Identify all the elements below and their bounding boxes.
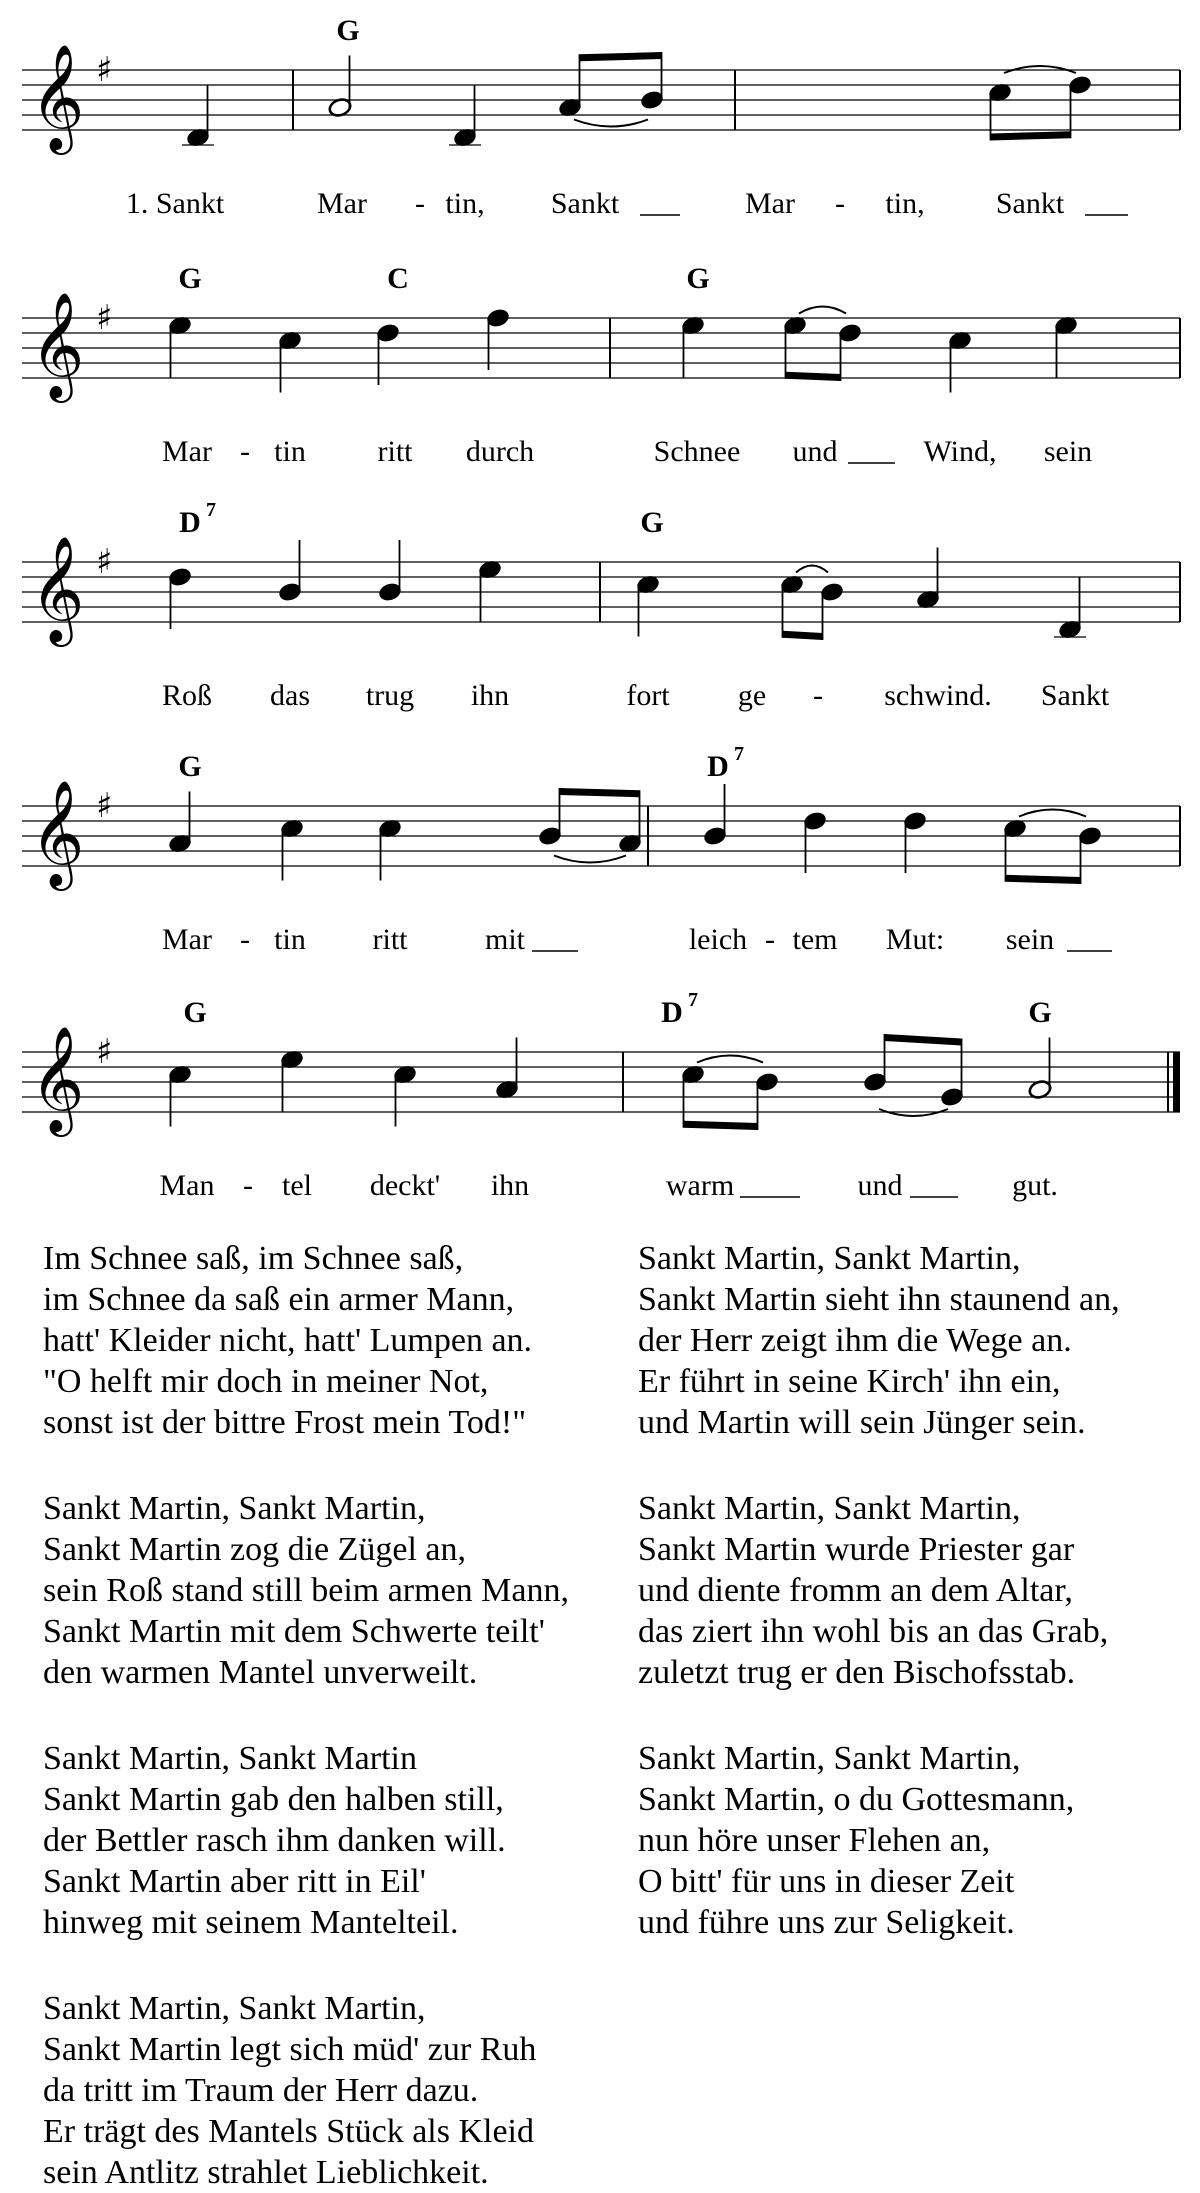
verse-line: O bitt' für uns in dieser Zeit <box>638 1863 1015 1900</box>
verse-line: Er führt in seine Kirch' ihn ein, <box>638 1363 1061 1400</box>
lyric-syllable: tel <box>282 1169 312 1202</box>
lyric-syllable: und <box>857 1169 903 1202</box>
lyric-syllable: - <box>835 187 845 220</box>
sharp-icon: ♯ <box>96 786 113 826</box>
lyric-syllable: - <box>415 187 425 220</box>
lyric-syllable: ge <box>737 679 767 712</box>
verse-line: Sankt Martin aber ritt in Eil' <box>43 1863 426 1900</box>
verse-line: "O helft mir doch in meiner Not, <box>43 1363 489 1400</box>
lyric-syllable: Mar <box>745 187 795 220</box>
tie-slur <box>574 120 648 127</box>
verse-line: Sankt Martin legt sich müd' zur Ruh <box>43 2031 537 2068</box>
verse-line: Sankt Martin, Sankt Martin, <box>43 1990 426 2027</box>
lyric-syllable: - <box>240 435 250 468</box>
lyric-syllable: tin <box>274 923 306 956</box>
verse-stanza <box>43 1238 603 1443</box>
treble-clef-icon: 𝄞 <box>30 779 85 886</box>
verse-line: Er trägt des Mantels Stück als Kleid <box>43 2113 535 2150</box>
verse-line: im Schnee da saß ein armer Mann, <box>43 1281 515 1318</box>
lyric-syllable: Mut: <box>885 923 945 956</box>
verse-line: zuletzt trug er den Bischofsstab. <box>638 1654 1076 1691</box>
treble-clef-icon: 𝄞 <box>30 535 85 642</box>
lyric-syllable: Sankt <box>550 187 620 220</box>
verse-line: das ziert ihn wohl bis an das Grab, <box>638 1613 1109 1650</box>
lyric-syllable: Schnee <box>653 435 741 468</box>
chord-symbol: G <box>336 14 360 47</box>
staff-system <box>22 499 1180 712</box>
staff-system <box>22 14 1180 220</box>
tie-slur <box>799 307 846 314</box>
beam <box>885 1034 962 1046</box>
sharp-icon: ♯ <box>96 50 113 90</box>
verse-line: Im Schnee saß, im Schnee saß, <box>43 1240 464 1277</box>
lyric-syllable: - <box>765 923 775 956</box>
sharp-icon: ♯ <box>96 1032 113 1072</box>
verse-line: Sankt Martin mit dem Schwerte teilt' <box>43 1613 545 1650</box>
staff-system <box>22 262 1180 468</box>
treble-clef-icon: 𝄞 <box>30 1025 85 1132</box>
lyric-syllable: tin <box>274 435 306 468</box>
lyric-syllable: Man <box>159 1169 215 1202</box>
lyric-syllable: Mar <box>162 435 212 468</box>
lyric-syllable: fort <box>626 679 670 712</box>
verse-line: hinweg mit seinem Mantelteil. <box>43 1904 459 1941</box>
lyric-syllable: Sankt <box>995 187 1065 220</box>
lyric-syllable: ihn <box>490 1169 530 1202</box>
verse-line: und diente fromm an dem Altar, <box>638 1572 1073 1609</box>
beam <box>786 372 841 381</box>
lyric-syllable: - <box>240 923 250 956</box>
lyric-syllable: - <box>813 679 823 712</box>
verse-line: Sankt Martin sieht ihn staunend an, <box>638 1281 1120 1318</box>
verse-line: Sankt Martin, o du Gottesmann, <box>638 1781 1075 1818</box>
verse-line: sein Antlitz strahlet Lieblichkeit. <box>43 2154 489 2191</box>
lyric-syllable: ritt <box>372 923 408 956</box>
lyric-syllable: trug <box>365 679 415 712</box>
chord-symbol: G <box>686 262 710 295</box>
verse-line: Sankt Martin wurde Priester gar <box>638 1531 1075 1568</box>
chord-symbol: G <box>1028 996 1052 1029</box>
beam <box>580 52 662 61</box>
chord-symbol: D <box>707 750 729 783</box>
verse-line: der Herr zeigt ihm die Wege an. <box>638 1322 1072 1359</box>
verse-stanza <box>43 1738 603 1943</box>
verse-line: Sankt Martin, Sankt Martin, <box>43 1490 426 1527</box>
treble-clef-icon: 𝄞 <box>30 291 85 398</box>
chord-symbol: G <box>178 750 202 783</box>
chord-symbol: G <box>183 996 207 1029</box>
lyric-syllable: leich <box>688 923 748 956</box>
sharp-icon: ♯ <box>96 542 113 582</box>
lyric-syllable: tin, <box>885 187 925 220</box>
chord-symbol: C <box>387 262 409 295</box>
lyric-syllable: ritt <box>377 435 413 468</box>
lyric-syllable: mit <box>484 923 526 956</box>
lyric-syllable: 1. Sankt <box>125 187 225 220</box>
lyric-syllable: gut. <box>1012 1169 1058 1202</box>
verse-line: sonst ist der bittre Frost mein Tod!" <box>43 1404 527 1441</box>
lyric-syllable: ihn <box>470 679 510 712</box>
lyric-syllable: deckt' <box>369 1169 441 1202</box>
lyric-syllable: tin, <box>445 187 485 220</box>
verse-stanza <box>638 1738 1198 1943</box>
verse-line: Sankt Martin, Sankt Martin, <box>638 1240 1021 1277</box>
verse-stanza <box>43 1488 603 1693</box>
verse-line: Sankt Martin gab den halben still, <box>43 1781 504 1818</box>
lyric-syllable: - <box>243 1169 253 1202</box>
beam <box>684 1121 758 1130</box>
chord-symbol: G <box>178 262 202 295</box>
verse-stanza <box>638 1488 1198 1693</box>
verse-line: sein Roß stand still beim armen Mann, <box>43 1572 569 1609</box>
chord-symbol: D <box>179 506 201 539</box>
chord-superscript: 7 <box>734 743 744 765</box>
lyric-syllable: warm <box>665 1169 735 1202</box>
staff-system <box>22 989 1180 1202</box>
tie-slur <box>1019 810 1086 817</box>
lyric-syllable: durch <box>465 435 535 468</box>
tie-slur <box>554 856 626 863</box>
tie-slur <box>796 566 828 573</box>
verse-line: hatt' Kleider nicht, hatt' Lumpen an. <box>43 1322 533 1359</box>
verse-stanza <box>43 1988 603 2193</box>
lyric-syllable: sein <box>1043 435 1093 468</box>
beam <box>560 788 640 797</box>
lyric-syllable: schwind. <box>884 679 992 712</box>
lyric-syllable: Mar <box>162 923 212 956</box>
lyric-syllable: tem <box>792 923 838 956</box>
beam <box>991 131 1071 140</box>
verse-line: nun höre unser Flehen an, <box>638 1822 991 1859</box>
verse-line: und Martin will sein Jünger sein. <box>638 1404 1086 1441</box>
lyric-syllable: Roß <box>161 679 213 712</box>
chord-symbol: G <box>640 506 664 539</box>
verse-line: den warmen Mantel unverweilt. <box>43 1654 478 1691</box>
lyric-syllable: Wind, <box>923 435 997 468</box>
staff-system <box>22 743 1180 956</box>
chord-superscript: 7 <box>688 989 698 1011</box>
beam <box>1006 875 1081 884</box>
treble-clef-icon: 𝄞 <box>30 43 85 150</box>
lyric-syllable: sein <box>1005 923 1055 956</box>
lyric-syllable: und <box>792 435 838 468</box>
verse-line: Sankt Martin, Sankt Martin <box>43 1740 417 1777</box>
verse-line: da tritt im Traum der Herr dazu. <box>43 2072 479 2109</box>
lyric-syllable: Mar <box>317 187 367 220</box>
verse-line: und führe uns zur Seligkeit. <box>638 1904 1015 1941</box>
chord-symbol: D <box>661 996 683 1029</box>
chord-superscript: 7 <box>206 499 216 521</box>
sharp-icon: ♯ <box>96 298 113 338</box>
lyric-syllable: das <box>270 679 310 712</box>
final-barline <box>1173 1052 1180 1112</box>
verse-line: Sankt Martin, Sankt Martin, <box>638 1490 1021 1527</box>
lyric-syllable: Sankt <box>1040 679 1110 712</box>
verse-line: der Bettler rasch ihm danken will. <box>43 1822 506 1859</box>
verse-stanza <box>638 1238 1198 1443</box>
verse-line: Sankt Martin zog die Zügel an, <box>43 1531 467 1568</box>
tie-slur <box>697 1056 763 1063</box>
verse-line: Sankt Martin, Sankt Martin, <box>638 1740 1021 1777</box>
beam <box>783 631 823 640</box>
